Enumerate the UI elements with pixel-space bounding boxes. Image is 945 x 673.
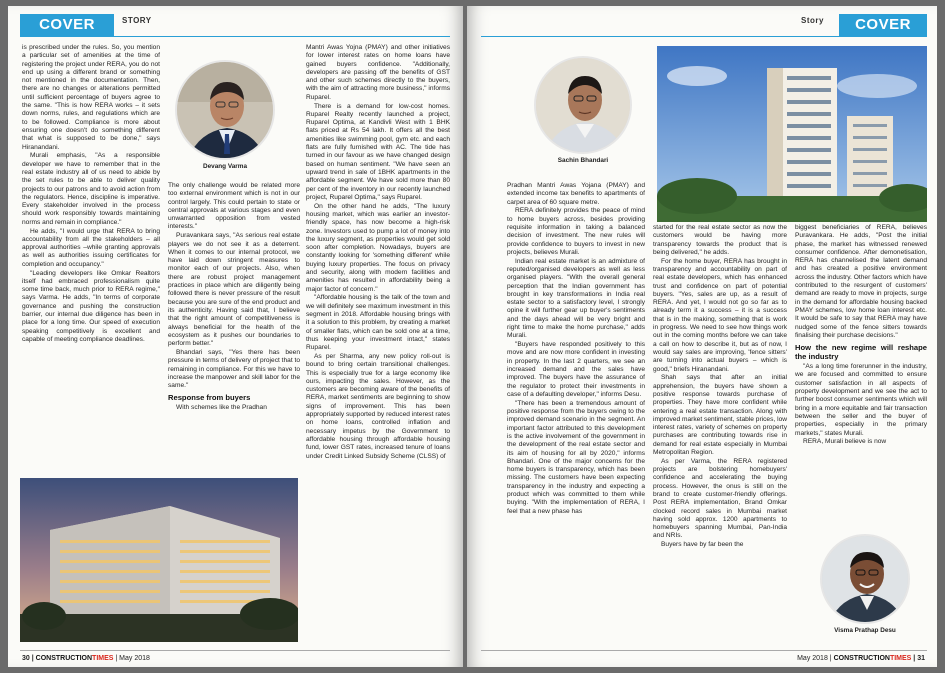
paragraph: "Buyers have responded positively to this move and are now more confident in investing in property. In the last 2 quarters, we see an increased demand and the sales have improved. The buyers have the assurance of the regulator to protect their investments in case of a defaulting developer," informs Desu. — [507, 341, 645, 398]
paragraph: Pradhan Mantri Awas Yojana (PMAY) and extended income tax benefits to apartments of carpet area of 60 square metre. — [507, 182, 645, 206]
page-number: 30 | — [22, 655, 34, 662]
paragraph: RERA definitely provides the peace of mind to home buyers across, besides providing requisite information in taking a balanced decision of investment. The new rules will provide confidence to buyers to invest in new projects, believes Murali. — [507, 207, 645, 256]
portrait-caption: Visma Prathap Desu — [834, 627, 896, 634]
story-label: STORY — [122, 16, 152, 25]
text-column-1 — [22, 44, 160, 345]
building-render-photo — [20, 478, 298, 642]
footer-rule — [481, 650, 927, 651]
portrait-photo — [175, 60, 275, 160]
subheading: How the new regime will reshape the industry — [795, 343, 927, 362]
portrait-devang-varma — [168, 60, 282, 170]
paragraph: On the other hand he adds, "The luxury housing market, which was earlier an investor-friendly space, has now become a high-risk zone. Investors used to pump a lot of money into the luxury segment, as properties would get sold soon after completion. Nowadays, buyers are constantly looking for 'something different' while buying luxury properties. The focus on privacy and security, along with modern facilities and amenities has resulted in affordability being a major factor of concern." — [306, 202, 450, 293]
portrait-visma-prathap-desu — [813, 534, 917, 634]
story-label: Story — [801, 16, 824, 25]
portrait-caption: Devang Varma — [202, 163, 248, 170]
brand-name-accent: TIMES — [889, 655, 912, 662]
portrait-sachin-bhandari — [531, 56, 635, 164]
paragraph: With schemes like the Pradhan — [176, 404, 267, 412]
page-footer-right — [797, 655, 925, 662]
cover-section-tab: COVER — [20, 14, 114, 36]
text-column-3 — [795, 224, 927, 447]
subheading: Response from buyers — [168, 393, 251, 403]
issue-date: May 2018 | — [797, 655, 832, 662]
paragraph: "There has been a tremendous amount of positive response from the buyers owing to the improved demand scenario in the segment. An important factor attributed to this development is the active involvement of the government in the development of the real estate sector and its aim of housing for all by 2020," informs Bhandari. One of the major concerns for the home buyers is transparency, which has been missing. The customers have been expecting transparency in the industry and expecting a product which was committed to them while buying. "With the implementation of RERA, I feel that a new phase has — [507, 399, 645, 515]
paragraph: "As a long time forerunner in the industry, we are focused and committed to ensure customer satisfaction in all aspects of property development and we see the act to further boost consumer sentiments which will bring in a more equitable and fair transaction between the seller and the buyer of properties, especially in the primary markets," states Murali. — [795, 363, 927, 437]
header-rule — [20, 36, 450, 37]
header-rule — [481, 36, 927, 37]
paragraph: "Leading developers like Omkar Realtors itself had embraced professionalism quite some time back, much prior to RERA regime," says Varma. He adds, "In terms of corporate governance and pushing the construction barrier, our internal due diligence has been in place for a long time. Our speed of execution speaking competitively is excellent and capable of meeting compliance deadlines. — [22, 269, 160, 343]
brand-name: CONSTRUCTION — [35, 655, 93, 662]
cover-section-tab: COVER — [839, 14, 927, 36]
brand-name-accent: TIMES — [92, 655, 114, 662]
text-column-3 — [306, 44, 450, 461]
paragraph: For the home buyer, RERA has brought in transparency and accountability on part of real estate developers, which has enhanced trust and confidence on part of potential buyers. "Yes, sales are up, as a result of RERA. And yet, I would not go so far as to already term it a success – it is a success that is in the making, something that is work in progress. We need to see how things work out in the coming months before we can take a call on how to describe it, but as of now, I would say sales are improving, 'fence sitters' are turning into actual buyers – which is good," briefs Hiranandani. — [653, 257, 787, 373]
paragraph: There is a demand for low-cost homes. Ruparel Realty recently launched a project, Ruparel Optima, at Kandivli West with 1 BHK flats priced at Rs 54 lakh. It offers all the best amenities like swimming pool, gym etc. and each flats are fully furnished with AC. The tide has turned in our favour as we have changed design based on human sentiment. "We have seen an upward trend in sale of 1BHK apartments in the affordable segment. We have sold more than 80 per cent of the inventory in our recently launched project, Ruparel Optima," says Ruparel. — [306, 102, 450, 201]
paragraph: started for the real estate sector as now the customers would be having more transparency towards the product that is being delivered," he adds. — [653, 224, 787, 256]
paragraph: The only challenge would be related more too external environment which is not in our control largely. This could pertain to state or central approvals at various stages and even unwarranted opposition from vested interests." — [168, 182, 300, 231]
paragraph: biggest beneficiaries of RERA, believes Puravankara. He adds, "Post the initial phase, the market has witnessed renewed consumer confidence. After demonetisation, RERA has channelised the latent demand and has created a positive environment across the industry. Other factors which have contributed to the resurgent of customers' demand are ready to move in projects, surge in the demand for affordable housing backed PMAY schemes, low home loan interest etc. It would be safe to say that RERA may have nudged some of the fence sitters towards finalising their purchase decisions." — [795, 224, 927, 339]
text-column-2 — [168, 182, 300, 413]
text-column-1 — [507, 182, 645, 516]
page-footer-left — [22, 655, 150, 662]
paragraph: Mantri Awas Yojna (PMAY) and other initiatives for lower interest rates on home loans have gained buyers confidence. "Additionally, developers are passing off the benefits of GST and other such schemes directly to the buyers, with the aim of attracting more business," informs Ruparel. — [306, 44, 450, 101]
brand-name: CONSTRUCTION — [833, 655, 890, 662]
footer-rule — [20, 650, 450, 651]
text-column-2 — [653, 224, 787, 550]
right-page — [467, 6, 937, 667]
page-number: | 31 — [913, 655, 925, 662]
paragraph: RERA, Murali believe is now — [803, 438, 887, 446]
paragraph: Indian real estate market is an admixture of reputed/organised developers as well as less organised players. "With the overall general perception that the Indian government has brought in key transformations in India real estate sector to a satisfactory level, I strongly opine it will further gear up buyer's sentiments and the days ahead will be very bright and right time to make the home purchase," adds Murali. — [507, 257, 645, 340]
paragraph: Shah says that after an initial apprehension, the buyers have shown a positive response towards purchase of properties. They have more confident while entering a real estate transaction. Along with improved market sentiment, stable prices, low interest rates, variety of schemes on property purchases are contributing towards rise in demand for real estate especially in Mumbai Metropolitan Region. — [653, 374, 787, 457]
left-page — [8, 6, 463, 667]
paragraph: "Affordable housing is the talk of the town and we will definitely see maximum investment in this segment in 2018. Affordable housing brings with it a solution to this problem, by creating a market of smaller flats, which can be sold one at a time, thus keeping your investment intact," states Ruparel. — [306, 294, 450, 352]
paragraph: He adds, "I would urge that RERA to bring accountability from all the stakeholders – all approval authorities –while granting approvals as well as authorities issuing certificates for completion and occupancy." — [22, 227, 160, 268]
paragraph: As per Sharma, any new policy roll-out is bound to bring certain transitional challenges. This is especially true for a large economy like ours, impacting the sales. However, as the customers are becoming aware of the benefits of RERA, market sentiments are beginning to show signs of improvement. This has been appropriately supported by reduced interest rates on home loans, controlled inflation and necessary impetus by the Government to affordable housing through affordable housing fund, lower GST rates, increased tenure of loans under Credit Linked Subsidy Scheme (CLSS) of — [306, 352, 450, 460]
portrait-photo — [534, 56, 632, 154]
tower-render-photo — [657, 46, 927, 222]
paragraph: Buyers have by far been the — [661, 541, 744, 549]
paragraph: Murali emphasis, "As a responsible developer we have to remember that in the real estate industry all of us need to abide by the set rules to be able to deliver quality projects to our patrons and to avoid action from the regulators. Hence, discipline is imperative. Every stakeholder involved in the process should work responsibly towards maintaining norms and remain in compliance." — [22, 152, 160, 226]
paragraph: As per Varma, the RERA registered projects are bolstering homebuyers' confidence and accelerating the buying process. However, the onus is still on the brand to create customer-friendly offerings. Post RERA implementation, Brand Omkar clocked record sales in Mumbai market having sold approx. 1200 apartments to homebuyers spanning Mumbai, Pan-India and NRIs. — [653, 457, 787, 540]
portrait-photo — [820, 534, 910, 624]
portrait-caption: Sachin Bhandari — [557, 157, 609, 164]
paragraph: Puravankara says, "As serious real estate players we do not see it as a deterrent. When it comes to our internal protocol, we have laid down stringent measures to monitor each of our projects. Also, when there are robust project management practices in place which are diligently being followed there is never pressure of the result because you are sure of the end product and its authenticity. Having said that, I believe that the right amount of competitiveness is always beneficial for the health of the ecosystem as it pushes our boundaries to perform better." — [168, 232, 300, 348]
paragraph: is prescribed under the rules. So, you mention a particular set of amenities at the time of registering the project under RERA, you do not end up using a different brand or something not mentioned in the documentation. Then, there are no changes or alterations permitted until sufficient percentage of buyers agree to the same. "This is how RERA works – it sets down norms, rules, and regulations which are to be followed. Compliance is more about ensuring one doesn't do something different that what is supposed to be done," says Hiranandani. — [22, 44, 160, 151]
issue-date: | May 2018 — [115, 655, 150, 662]
paragraph: Bhandari says, "Yes there has been pressure in terms of delivery of project that to remaining in compliance. For this we have to increase the manpower and skill labor for the same." — [168, 348, 300, 390]
